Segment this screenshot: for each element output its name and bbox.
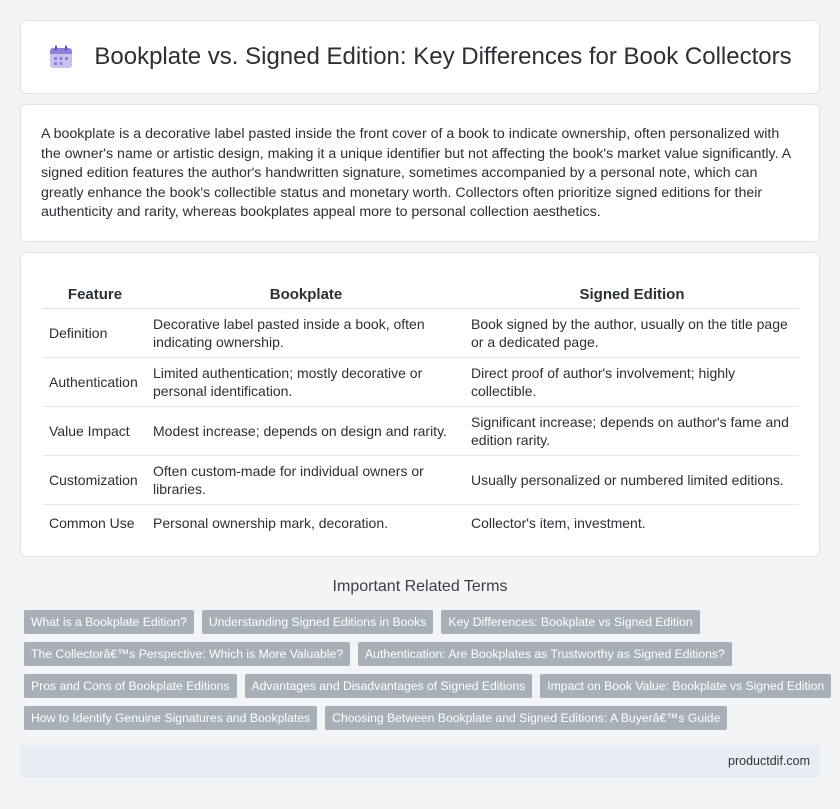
table-row: [43, 357, 799, 406]
row-signed-edition: Direct proof of author's involvement; highly collectible.: [465, 357, 799, 406]
column-header-bookplate: Bookplate: [147, 281, 465, 308]
intro-paragraph: A bookplate is a decorative label pasted inside the front cover of a book to indicate ownership, often personalized with the owner's name or artistic design, making it a unique identifier but not affecting the book's market value significantly. A signed edition features the author's handwritten signature, sometimes accompanied by a personal note, which can greatly enhance the book's collectible status and monetary worth. Collectors often prioritize signed editions for their authenticity and rarity, whereas bookplates appeal more to personal collection aesthetics.: [41, 126, 791, 220]
related-term-link[interactable]: Impact on Book Value: Bookplate vs Signed Edition: [540, 674, 831, 698]
table-row: [43, 308, 799, 357]
row-signed-edition: Usually personalized or numbered limited editions.: [465, 455, 799, 504]
related-term-link[interactable]: How to Identify Genuine Signatures and Bookplates: [24, 706, 317, 730]
row-bookplate: Limited authentication; mostly decorative or personal identification.: [147, 357, 465, 406]
page-title: Bookplate vs. Signed Edition: Key Differences for Book Collectors: [94, 43, 792, 70]
table-header-row: [43, 281, 799, 308]
related-term-link[interactable]: Key Differences: Bookplate vs Signed Edition: [441, 610, 699, 634]
row-feature: Common Use: [49, 515, 135, 532]
related-term-link[interactable]: Advantages and Disadvantages of Signed Editions: [245, 674, 533, 698]
comparison-table: [43, 281, 799, 542]
related-terms-list: [24, 610, 824, 738]
tag-row: [24, 642, 824, 666]
row-bookplate: Modest increase; depends on design and rarity.: [147, 406, 465, 455]
comparison-table-card: [20, 252, 820, 557]
header-card: [20, 20, 820, 94]
row-feature: Value Impact: [43, 406, 147, 455]
related-terms-title: Important Related Terms: [332, 578, 508, 595]
column-header-feature: Feature: [43, 281, 147, 308]
intro-card: [20, 104, 820, 242]
row-signed-edition: Significant increase; depends on author's fame and edition rarity.: [465, 406, 799, 455]
related-term-link[interactable]: Authentication: Are Bookplates as Trustworthy as Signed Editions?: [358, 642, 732, 666]
column-header-signed-edition: Signed Edition: [465, 281, 799, 308]
row-signed-edition: Collector's item, investment.: [471, 515, 646, 532]
table-row: [43, 406, 799, 455]
related-term-link[interactable]: Understanding Signed Editions in Books: [202, 610, 433, 634]
footer-site-name[interactable]: productdif.com: [728, 754, 810, 768]
calendar-icon: [48, 44, 74, 70]
row-signed-edition: Book signed by the author, usually on the title page or a dedicated page.: [465, 308, 799, 357]
related-term-link[interactable]: What is a Bookplate Edition?: [24, 610, 194, 634]
related-term-link[interactable]: Pros and Cons of Bookplate Editions: [24, 674, 237, 698]
row-bookplate: Personal ownership mark, decoration.: [153, 515, 389, 532]
related-term-link[interactable]: Choosing Between Bookplate and Signed Editions: A Buyerâ€™s Guide: [325, 706, 727, 730]
row-feature: Definition: [43, 308, 147, 357]
tag-row: [24, 674, 824, 698]
related-term-link[interactable]: The Collectorâ€™s Perspective: Which is More Valuable?: [24, 642, 350, 666]
footer: [20, 745, 820, 778]
row-feature: Authentication: [43, 357, 147, 406]
row-bookplate: Often custom-made for individual owners or libraries.: [147, 455, 465, 504]
table-row: [43, 504, 799, 542]
tag-row: [24, 706, 824, 730]
row-feature: Customization: [43, 455, 147, 504]
table-row: [43, 455, 799, 504]
row-bookplate: Decorative label pasted inside a book, often indicating ownership.: [147, 308, 465, 357]
tag-row: [24, 610, 824, 634]
